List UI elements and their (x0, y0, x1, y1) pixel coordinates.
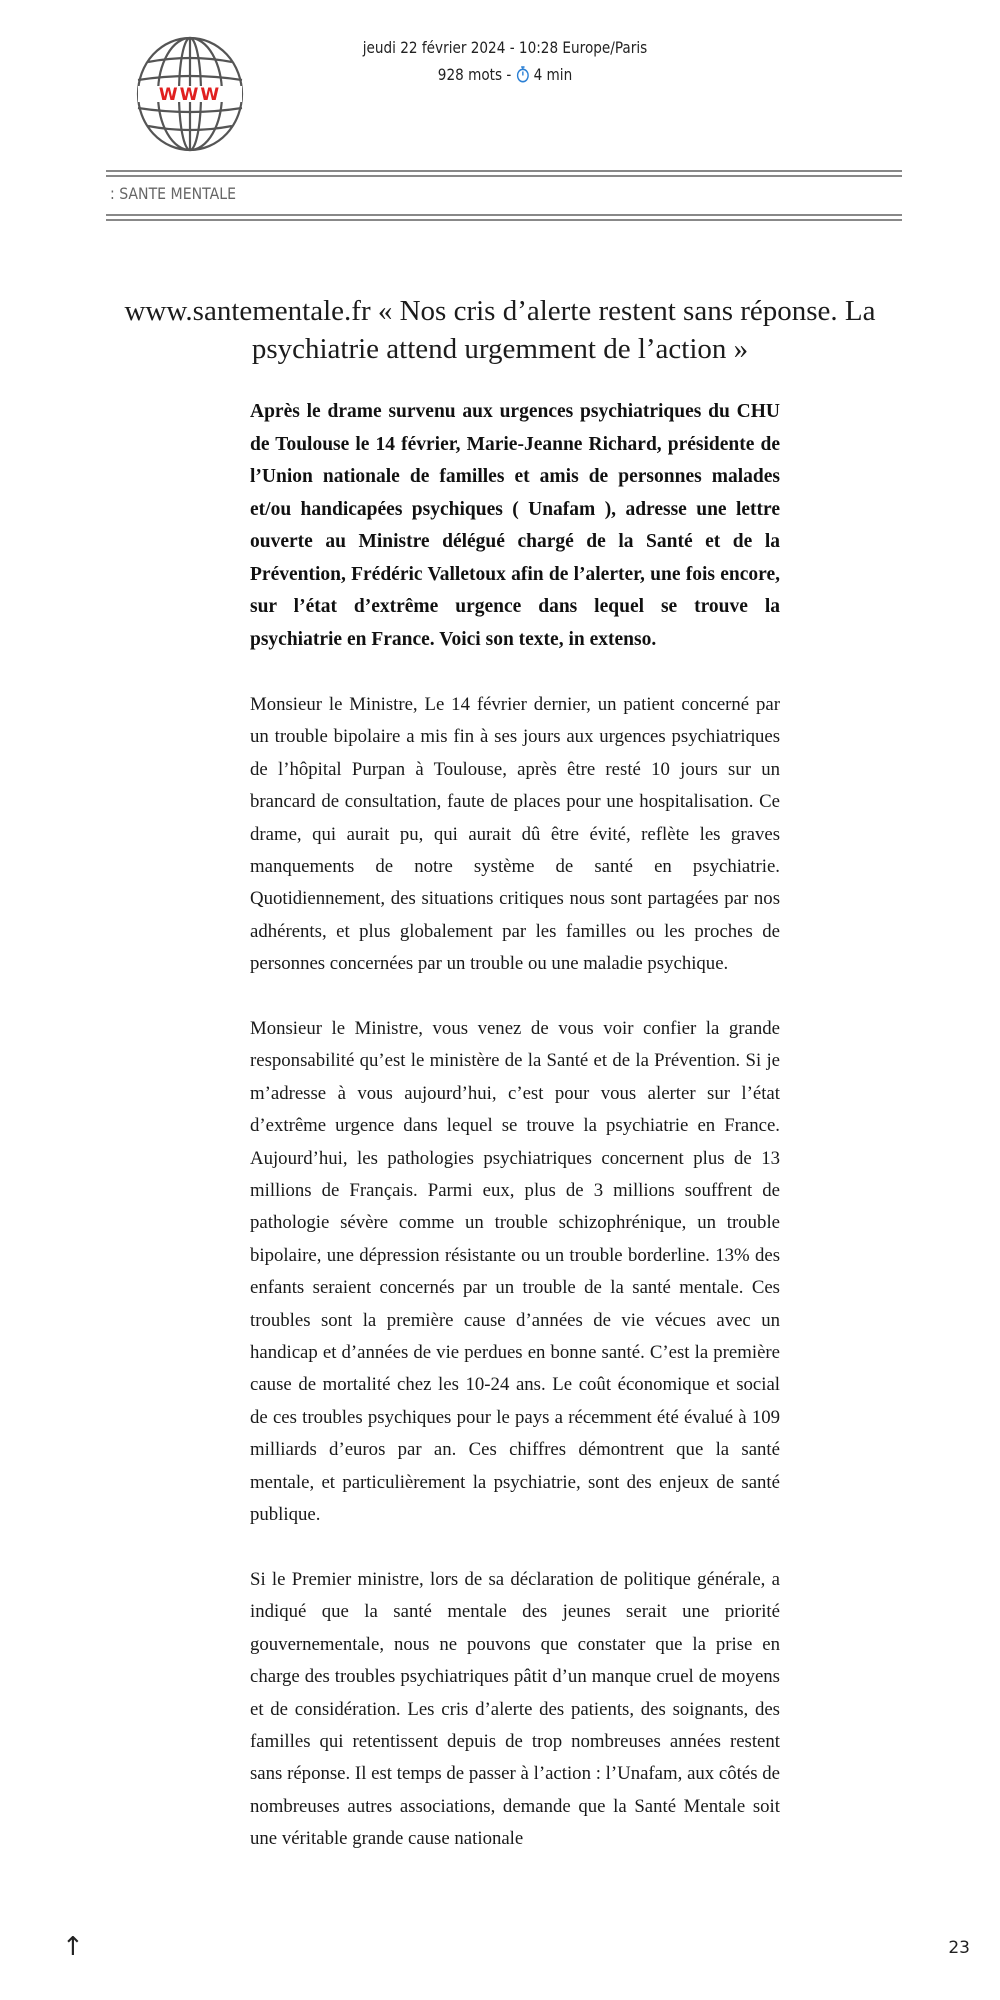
logo-text: WWW (158, 85, 222, 105)
article-title: www.santementale.fr « Nos cris d’alerte restent sans réponse. La psychiatrie attend urgemment de l’action » (124, 295, 876, 365)
arrow-up-icon[interactable]: ↑ (62, 1932, 84, 1962)
stopwatch-icon (516, 64, 530, 91)
reading-info (356, 61, 654, 91)
word-count: 928 mots - (437, 65, 512, 84)
article-meta (356, 34, 654, 91)
article-paragraph: Monsieur le Ministre, Le 14 février dernier, un patient concerné par un trouble bipolaire a mis fin à ses jours aux urgences psychiatriques de l’hôpital Purpan à Toulouse, après être resté 10 jours sur un brancard de consultation, faute de places pour une hospitalisation. Ce drame, qui aurait pu, qui aurait dû être évité, reflète les graves manquements de notre système de santé en psychiatrie. Quotidiennement, des situations critiques nous sont partagées par nos adhérents, et plus globalement par les familles ou les proches de personnes concernées par un trouble ou une maladie psychique. (250, 694, 780, 975)
page-number: 23 (948, 1938, 970, 1958)
publication-datetime: jeudi 22 février 2024 - 10:28 Europe/Paris (362, 38, 648, 57)
article-paragraph: Monsieur le Ministre, vous venez de vous voir confier la grande responsabilité qu’est le ministère de la Santé et de la Prévention. Si je m’adresse à vous aujourd’hui, c’est pour vous alerter sur l’état d’extrême urgence dans lequel se trouve la psychiatrie en France. Aujourd’hui, les pathologies psychiatriques concernent plus de 13 millions de Français. Parmi eux, plus de 3 millions souffrent de pathologie sévère comme un trouble schizophrénique, un trouble bipolaire, une dépression résistante ou un trouble borderline. 13% des enfants seraient concernés par un trouble de la santé mentale. Ces troubles sont la première cause d’années de vie vécues avec un handicap et d’années de vie perdues en bonne santé. C’est la première cause de mortalité chez les 10-24 ans. Le coût économique et social de ces troubles psychiques pour le pays a récemment été évalué à 109 milliards d’euros par an. Ces chiffres démontrent que la santé mentale, et particulièrement la psychiatrie, sont des enjeux de santé publique. (250, 1018, 780, 1526)
header-divider (106, 175, 902, 177)
article-paragraph: Si le Premier ministre, lors de sa déclaration de politique générale, a indiqué que la santé mentale des jeunes serait une priorité gouvernementale, nous ne pouvons que constater que la prise en charge des troubles psychiatriques pâtit d’un manque cruel de moyens et de considération. Les cris d’alerte des patients, des soignants, des familles qui retentissent depuis de trop nombreuses années restent sans réponse. Il est temps de passer à l’action : l’Unafam, aux côtés de nombreuses autres associations, demande que la Santé Mentale soit une véritable grande cause nationale (250, 1569, 780, 1850)
reading-time: 4 min (533, 65, 573, 84)
section-divider (106, 219, 902, 221)
globe-www-icon (122, 28, 258, 158)
header-divider (106, 170, 902, 172)
section-label: : SANTE MENTALE (110, 184, 237, 203)
section-divider (106, 214, 902, 216)
article-lead: Après le drame survenu aux urgences psychiatriques du CHU de Toulouse le 14 février, Marie-Jeanne Richard, présidente de l’Union nationale de familles et amis de personnes malades et/ou handicapées psychiques ( Unafam ), adresse une lettre ouverte au Ministre délégué chargé de la Santé et de la Prévention, Frédéric Valletoux afin de l’alerter, une fois encore, sur l’état d’extrême urgence dans lequel se trouve la psychiatrie en France. Voici son texte, in extenso. (250, 401, 780, 650)
